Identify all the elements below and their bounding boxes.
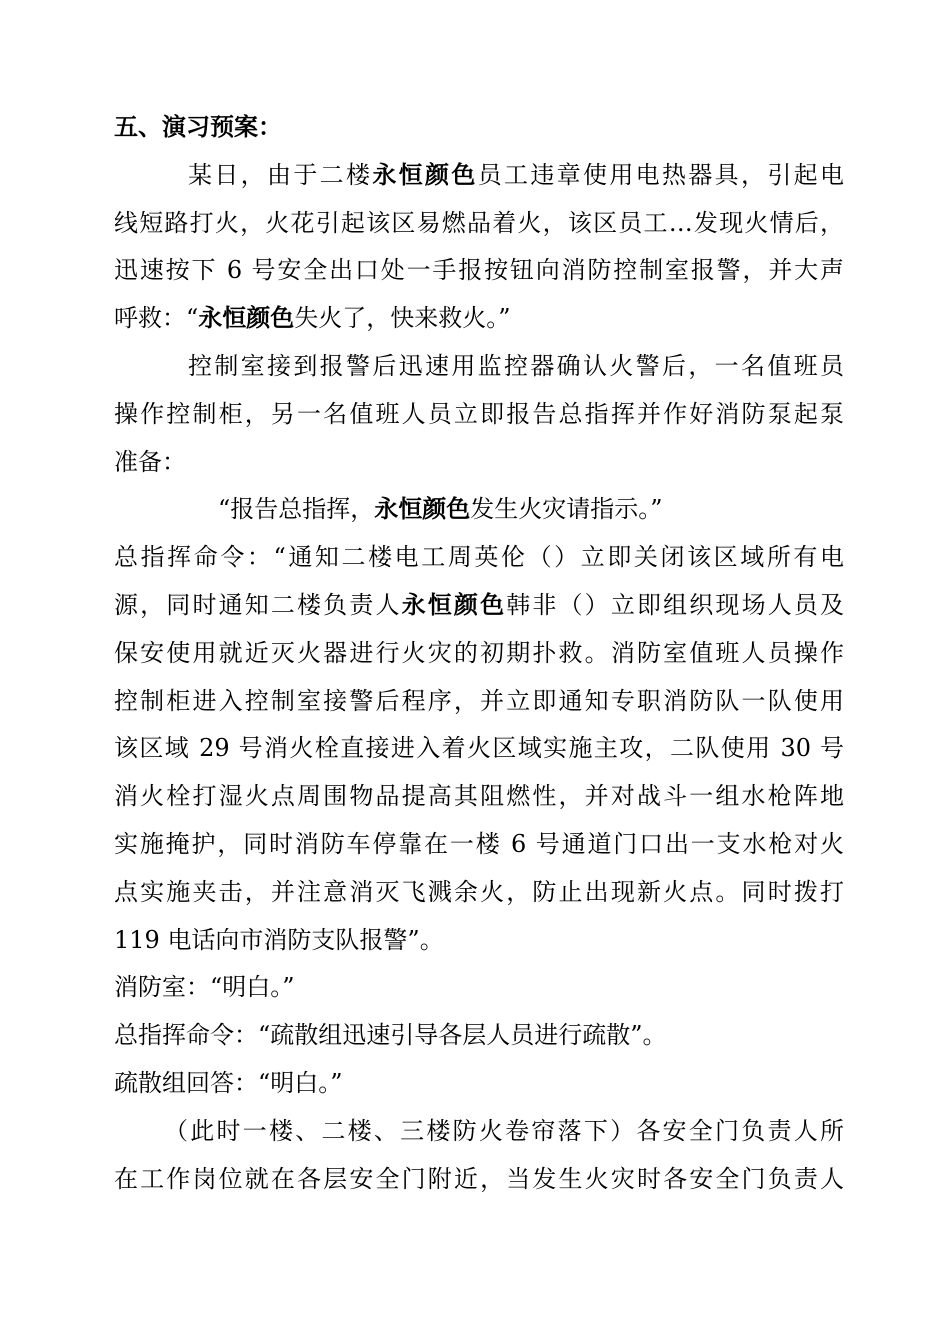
text-run: 保安使用就近灭火器进行火灾的初期扑救。消防室值班人员操作 (114, 638, 844, 667)
highlight-text: 永恒颜色 (372, 160, 478, 189)
text-run: 实施掩护，同时消防车停靠在一楼 6 号通道门口出一支水枪对火 (114, 829, 844, 858)
document-body (114, 104, 844, 1203)
text-run: 线短路打火，火花引起该区易燃品着火，该区员工…发现火情后， (114, 208, 844, 237)
text-run: 发生火灾请指示。” (470, 495, 663, 524)
text-run: 在工作岗位就在各层安全门附近，当发生火灾时各安全门负责人 (114, 1164, 844, 1193)
paragraph-line (114, 200, 844, 248)
text-run: 该区域 29 号消火栓直接进入着火区域实施主攻，二队使用 30 号 (114, 734, 844, 763)
paragraph-line (114, 439, 844, 487)
highlight-text: 永恒颜色 (198, 304, 295, 333)
dialogue-line (114, 964, 844, 1012)
highlight-text: 永恒颜色 (401, 590, 507, 619)
text-run: “报告总指挥， (218, 495, 375, 524)
paragraph-line (114, 869, 844, 917)
paragraph-line (114, 295, 844, 343)
paragraph-line (114, 1156, 844, 1204)
text-run: 韩非（）立即组织现场人员及 (506, 590, 845, 619)
text-run: （此时一楼、二楼、三楼防火卷帘落下）各安全门负责人所 (164, 1116, 844, 1145)
text-run: 某日，由于二楼 (188, 160, 373, 189)
text-run: 消防室：“明白。” (114, 973, 295, 1002)
text-run: 总指挥命令：“疏散组迅速引导各层人员进行疏散”。 (114, 1021, 667, 1050)
paragraph-line (114, 247, 844, 295)
text-run: 消火栓打湿火点周围物品提高其阻燃性，并对战斗一组水枪阵地 (114, 782, 844, 811)
dialogue-line (114, 1012, 844, 1060)
section-heading: 五、演习预案： (114, 113, 282, 141)
text-run: 操作控制柜，另一名值班人员立即报告总指挥并作好消防泵起泵 (114, 399, 844, 428)
text-run: 源，同时通知二楼负责人 (114, 590, 402, 619)
paragraph-line (114, 725, 844, 773)
paragraph-line (114, 630, 844, 678)
text-run: 点实施夹击，并注意消灭飞溅余火，防止出现新火点。同时拨打 (114, 877, 844, 906)
text-run: 总指挥命令：“通知二楼电工周英伦（）立即关闭该区域所有电 (114, 543, 844, 572)
text-run: 控制柜进入控制室接警后程序，并立即通知专职消防队一队使用 (114, 686, 844, 715)
paragraph-line (114, 678, 844, 726)
paragraph-line (114, 1108, 844, 1156)
paragraph-line (114, 152, 844, 200)
text-run: 呼救：“ (114, 304, 199, 333)
paragraph-line (114, 391, 844, 439)
paragraph-line (114, 534, 844, 582)
highlight-text: 永恒颜色 (374, 495, 471, 524)
text-run: 疏散组回答：“明白。” (114, 1068, 343, 1097)
paragraph-line (114, 773, 844, 821)
text-run: 失火了，快来救火。” (294, 304, 511, 333)
text-run: 119 电话向市消防支队报警”。 (114, 925, 444, 954)
paragraph-line (114, 821, 844, 869)
paragraph-line (114, 582, 844, 630)
text-run: 员工违章使用电热器具，引起电 (477, 160, 845, 189)
text-run: 准备： (114, 447, 186, 476)
text-run: 迅速按下 6 号安全出口处一手报按钮向消防控制室报警，并大声 (114, 256, 844, 285)
paragraph-line (114, 343, 844, 391)
paragraph-line (114, 917, 844, 965)
quote-line (114, 486, 844, 534)
dialogue-line (114, 1060, 844, 1108)
text-run: 控制室接到报警后迅速用监控器确认火警后，一名值班员 (188, 351, 844, 380)
